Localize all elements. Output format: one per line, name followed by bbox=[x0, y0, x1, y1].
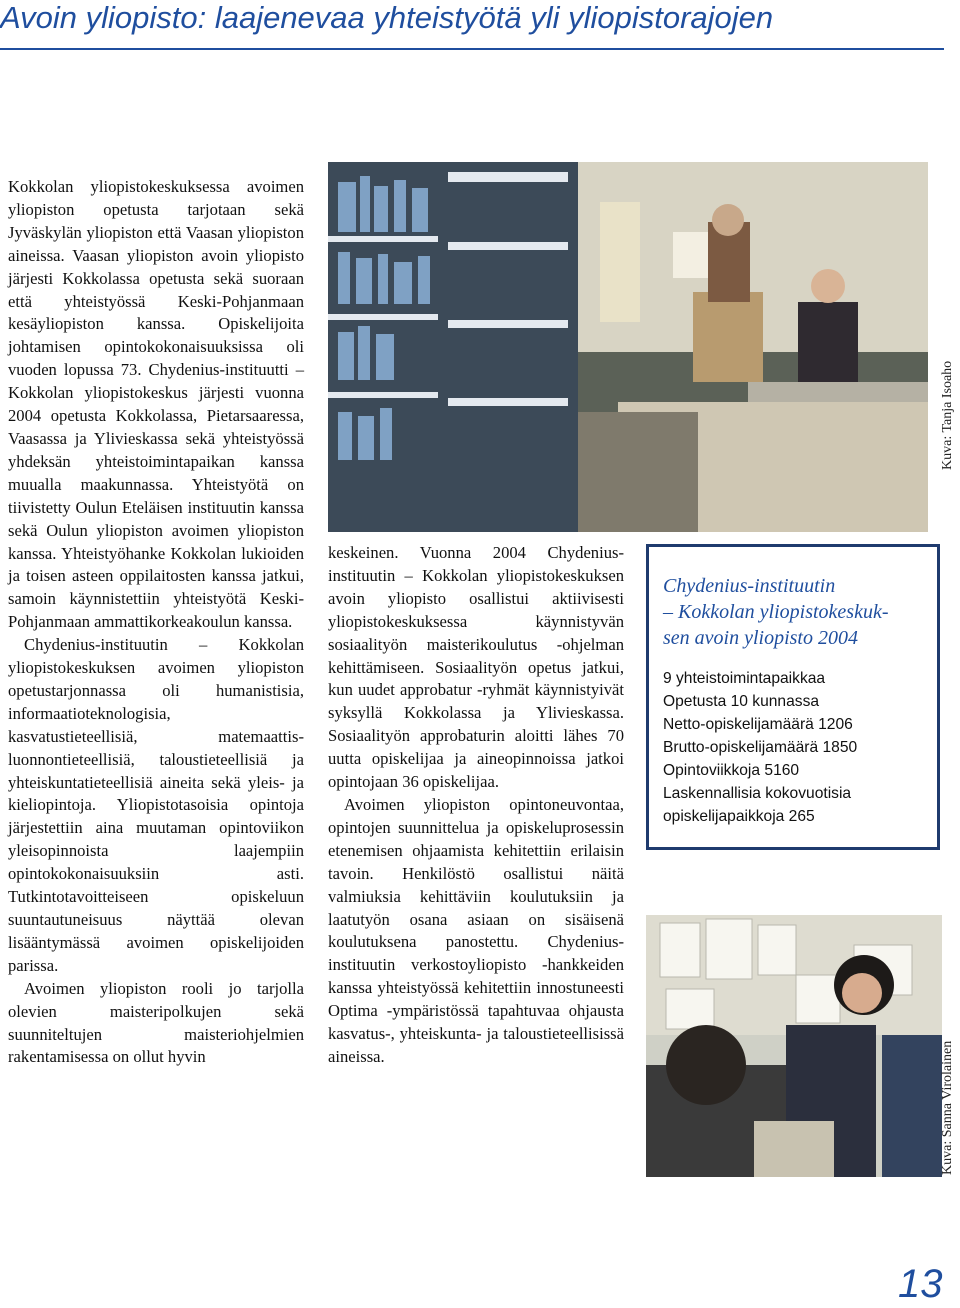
photo-office-staff bbox=[646, 915, 942, 1177]
column2-paragraph-2: Avoimen yliopiston opintoneuvontaa, opintojen suunnittelua ja opiskeluprosessin etenemisen ohjaamista kehitettiin erilaisin tavoin. Henkilöstö osallistui näitä valmiuksia kehittäviin koulutuksiin ja laatutyön osana asiaan on sisäisenä koulutuksena panostettu. Chydenius-instituutin verkostoyliopisto -hankkeiden kanssa yhteistyössä kehitettiin innostuneesti Optima -ympäristössä tapahtuvaa ohjausta kasvatus-, yhteiskunta- ja taloustieteellisissä aineissa. bbox=[328, 794, 624, 1066]
fact-item: Laskennallisia kokovuotisia bbox=[663, 785, 852, 802]
fact-item: Brutto-opiskelijamäärä 1850 bbox=[663, 739, 858, 756]
page-title: Avoin yliopisto: laajenevaa yhteistyötä yli yliopistorajojen bbox=[0, 0, 774, 35]
fact-item: Opetusta 10 kunnassa bbox=[663, 693, 820, 710]
page-number: 13 bbox=[898, 1262, 943, 1306]
article-column-1 bbox=[8, 176, 304, 1069]
fact-item: Opintoviikkoja 5160 bbox=[663, 762, 800, 779]
article-column-2 bbox=[328, 542, 624, 1069]
fact-box-heading-line: Chydenius-instituutin bbox=[663, 575, 836, 597]
photo1-credit: Kuva: Tanja Isoaho bbox=[940, 360, 955, 470]
fact-item: 9 yhteistoimintapaikkaa bbox=[663, 670, 826, 687]
photo-office-staff-illustration bbox=[646, 915, 942, 1177]
column1-paragraph-1: Kokkolan yliopistokeskuksessa avoimen yliopiston opetusta tarjotaan sekä Jyväskylän yliopiston että Vaasan yliopiston aineissa. Vaasan yliopiston avoin yliopisto järjesti Kokkolassa opetusta sekä suoraan että yhteistyössä Keski-Pohjanmaan kesäyliopiston kanssa. Opiskelijoita johtamisen opintokokonaisuuksissa oli vuoden lopussa 73. Chydenius-instituutti – Kokkolan yliopistokeskus järjesti vuonna 2004 opetusta Kokkolassa, Pietarsaaressa, Vaasassa ja Ylivieskassa sekä yhteistyössä yhdeksän yhteistoimintapaikan kanssa muualla maakunnassa. Yhteistyötä on tiivistetty Oulun Eteläisen instituutin kanssa sekä Oulun yliopiston avoimen yliopiston kanssa. Yhteistyöhanke Kokkolan lukioiden ja toisen asteen oppilaitosten kanssa jatkui, samoin käynnistettiin yhteistyötä Keski-Pohjanmaan ammattikorkeakoulun kanssa. bbox=[8, 177, 304, 632]
fact-box-heading-line: sen avoin yliopisto 2004 bbox=[663, 627, 858, 649]
fact-box bbox=[646, 544, 940, 850]
fact-box-heading bbox=[663, 573, 927, 651]
fact-item: Netto-opiskelijamäärä 1206 bbox=[663, 716, 853, 733]
column1-paragraph-2: Chydenius-instituutin – Kokkolan yliopistokeskuksen avoimen yliopiston opetustarjonnassa oli humanistisia, informaatioteknologisia, kasvatustieteellisiä, matemaattis-luonnontieteellisiä, taloustieteellisiä ja yhteiskuntatieteellisiä aineita sekä yleis- ja kieliopintoja. Yliopistotasoisia opintoja järjestettiin aina muutaman opintoviikon yleisopinnoista laajempiin opintokokonaisuuksiin asti. Tutkintotavoitteiseen opiskeluun suuntautuneisuus näyttää olevan lisääntymässä avoimen opiskelijoiden parissa. bbox=[8, 635, 304, 975]
photo-library-service-desk bbox=[328, 162, 936, 532]
column1-paragraph-3: Avoimen yliopiston rooli jo tarjolla olevien maisteripolkujen sekä suunniteltujen maisteriohjelmien rakentamisessa on ollut hyvin bbox=[8, 978, 304, 1067]
column2-paragraph-1: keskeinen. Vuonna 2004 Chydenius-instituutin – Kokkolan yliopistokeskuksen avoin yliopisto osallistui aktiivisesti yliopistokeskuksessa käynnistyvän sosiaalityön maisterikoulutus -ohjelman kehittämiseen. Sosiaalityön opetus jatkui, kun uudet approbatur -ryhmät käynnistyivät syksyllä Kokkolassa ja Ylivieskassa. Sosiaalityön approbaturin aloitti lähes 70 uutta opiskelijaa ja aineopinnoissa jatkoi opintojaan 36 opiskelijaa. bbox=[328, 543, 624, 792]
fact-item: opiskelijapaikkoja 265 bbox=[663, 808, 815, 825]
fact-box-list bbox=[663, 667, 927, 828]
title-rule bbox=[0, 48, 944, 50]
photo2-credit: Kuva: Sanna Virolainen bbox=[940, 1040, 955, 1175]
fact-box-heading-line: – Kokkolan yliopistokeskuk- bbox=[663, 601, 889, 623]
photo-library-service-desk-illustration bbox=[328, 162, 936, 532]
